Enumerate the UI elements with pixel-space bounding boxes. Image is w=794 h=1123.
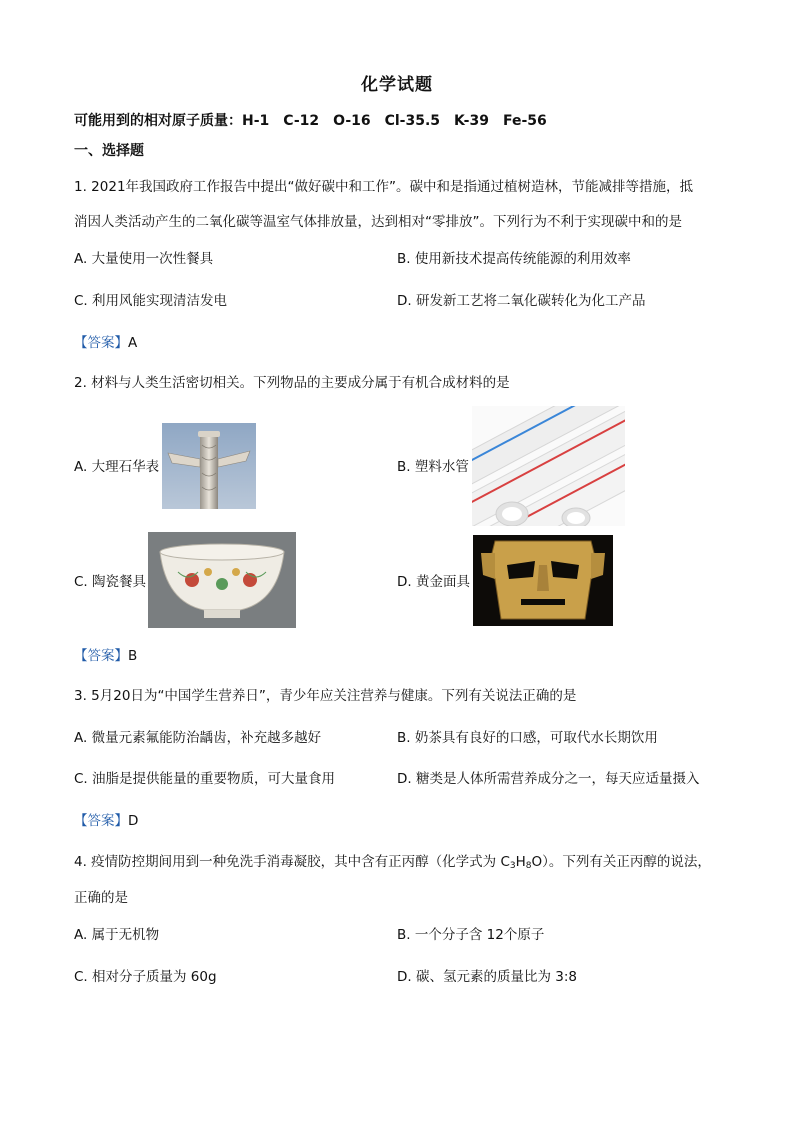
formula-subscript: 3 bbox=[509, 861, 516, 871]
page-title: 化学试题 bbox=[361, 75, 433, 95]
q2-stem: 2. 材料与人类生活密切相关。下列物品的主要成分属于有机合成材料的是 bbox=[74, 375, 510, 391]
section-heading: 一、选择题 bbox=[74, 143, 144, 159]
q2-option-c: C. 陶瓷餐具 bbox=[74, 574, 147, 590]
formula-element: H bbox=[515, 854, 526, 870]
atomic-mass-line: 可能用到的相对原子质量：H-1 C-12 O-16 Cl-35.5 K-39 Fe-56 bbox=[74, 113, 547, 129]
answer-value: B bbox=[128, 648, 138, 664]
q4-option-d: D. 碳、氢元素的质量比为 3:8 bbox=[397, 969, 577, 985]
q4-option-c: C. 相对分子质量为 60g bbox=[74, 969, 217, 985]
q1-option-d: D. 研发新工艺将二氧化碳转化为化工产品 bbox=[397, 293, 646, 309]
answer-value: A bbox=[128, 335, 138, 351]
q1-stem-line2: 消因人类活动产生的二氧化碳等温室气体排放量，达到相对“零排放”。下列行为不利于实现碳中和的是 bbox=[74, 214, 682, 230]
q2-option-d: D. 黄金面具 bbox=[397, 574, 470, 590]
q1-option-a: A. 大量使用一次性餐具 bbox=[74, 251, 214, 267]
q4-stem-text: 4. 疫情防控期间用到一种免洗手消毒凝胶，其中含有正丙醇（化学式为 C bbox=[74, 854, 510, 870]
ceramic-bowl-image bbox=[148, 532, 296, 628]
answer-label: 【答案】 bbox=[74, 648, 128, 664]
q4-stem-line1 bbox=[74, 853, 711, 875]
q4-option-b: B. 一个分子含 12个原子 bbox=[397, 927, 545, 943]
q1-stem-line1: 1. 2021年我国政府工作报告中提出“做好碳中和工作”。碳中和是指通过植树造林，节能减排等措施，抵 bbox=[74, 179, 694, 195]
q1-option-b: B. 使用新技术提高传统能源的利用效率 bbox=[397, 251, 631, 267]
answer-value: D bbox=[128, 813, 139, 829]
q3-answer bbox=[74, 812, 138, 830]
q3-option-b: B. 奶茶具有良好的口感，可取代水长期饮用 bbox=[397, 730, 658, 746]
q3-option-c: C. 油脂是提供能量的重要物质，可大量食用 bbox=[74, 771, 336, 787]
gold-mask-image bbox=[473, 535, 613, 626]
answer-label: 【答案】 bbox=[74, 813, 128, 829]
q3-option-a: A. 微量元素氟能防治龋齿，补充越多越好 bbox=[74, 730, 322, 746]
q4-option-a: A. 属于无机物 bbox=[74, 927, 160, 943]
formula-subscript: 8 bbox=[525, 861, 532, 871]
q4-stem-text: O）。下列有关正丙醇的说法， bbox=[531, 854, 711, 870]
answer-label: 【答案】 bbox=[74, 335, 128, 351]
q2-answer bbox=[74, 647, 137, 665]
q3-stem: 3. 5月20日为“中国学生营养日”，青少年应关注营养与健康。下列有关说法正确的是 bbox=[74, 688, 577, 704]
q3-option-d: D. 糖类是人体所需营养成分之一，每天应适量摄入 bbox=[397, 771, 700, 787]
q1-option-c: C. 利用风能实现清洁发电 bbox=[74, 293, 228, 309]
plastic-pipes-image bbox=[472, 406, 625, 526]
q2-option-a: A. 大理石华表 bbox=[74, 459, 160, 475]
q1-answer bbox=[74, 334, 137, 352]
q4-stem-line2: 正确的是 bbox=[74, 890, 128, 906]
marble-huabiao-image bbox=[162, 423, 256, 509]
q2-option-b: B. 塑料水管 bbox=[397, 459, 469, 475]
